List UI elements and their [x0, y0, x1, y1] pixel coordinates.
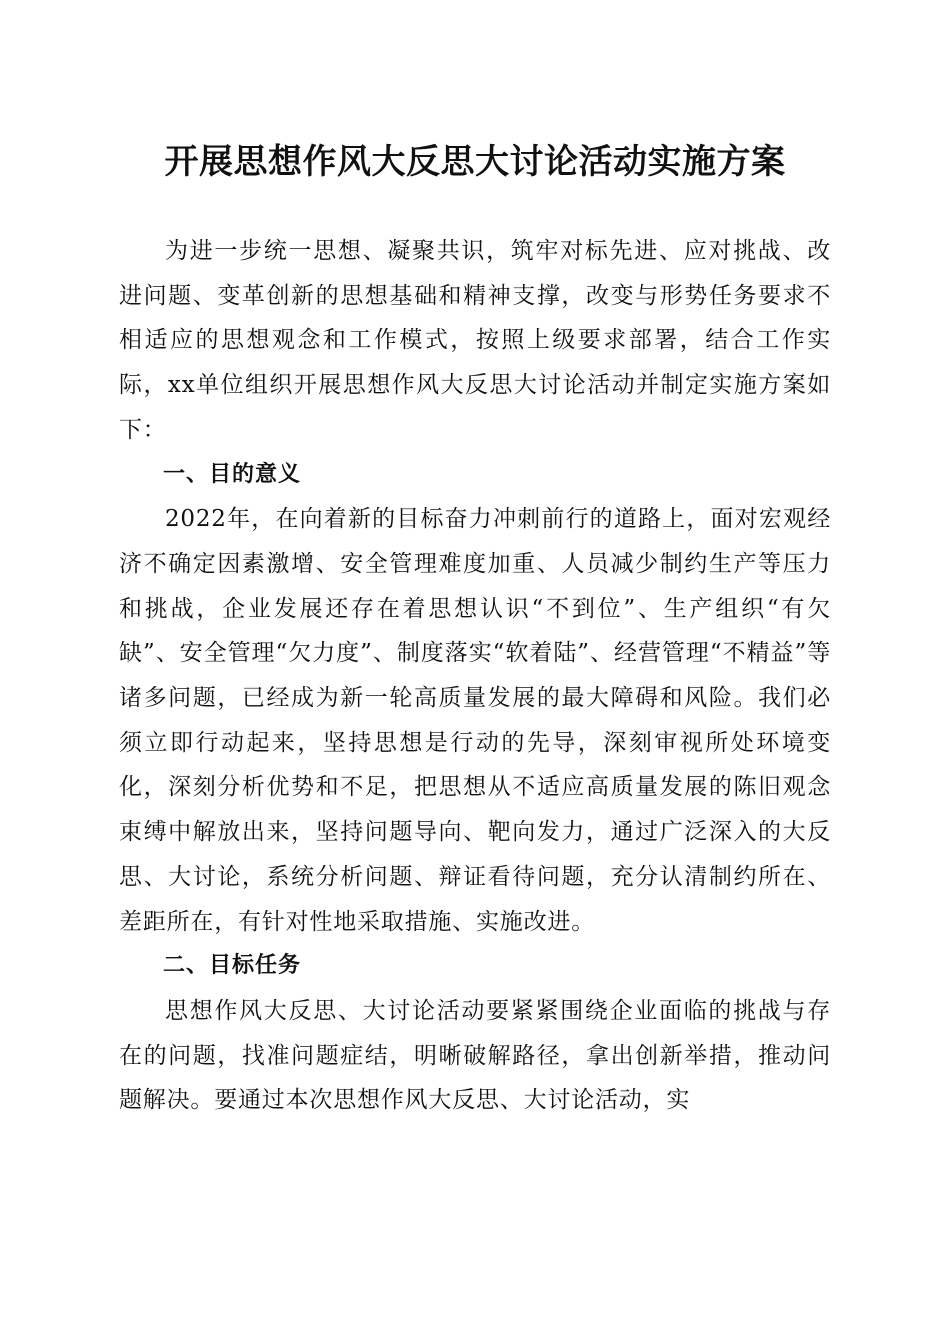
section-heading-goals: 二、目标任务	[163, 953, 302, 979]
section-paragraph-goals: 思想作风大反思、大讨论活动要紧紧围绕企业面临的挑战与存在的问题，找准问题症结，明晰破解路径，拿出创新举措，推动问题解决。要通过本次思想作风大反思、大讨论活动，实	[119, 997, 831, 1114]
section-paragraph-purpose: 2022年，在向着新的目标奋力冲刺前行的道路上，面对宏观经济不确定因素激增、安全管理难度加重、人员减少制约生产等压力和挑战，企业发展还存在着思想认识“不到位”、生产组织“有欠缺”、安全管理“欠力度”、制度落实“软着陆”、经营管理“不精益”等诸多问题，已经成为新一轮高质量发展的最大障碍和风险。我们必须立即行动起来，坚持思想是行动的先导，深刻审视所处环境变化，深刻分析优势和不足，把思想从不适应高质量发展的陈旧观念束缚中解放出来，坚持问题导向、靶向发力，通过广泛深入的大反思、大讨论，系统分析问题、辩证看待问题，充分认清制约所在、差距所在，有针对性地采取措施、实施改进。	[119, 506, 831, 935]
section-heading-purpose: 一、目的意义	[163, 461, 302, 487]
document-title: 开展思想作风大反思大讨论活动实施方案	[164, 142, 786, 182]
intro-paragraph: 为进一步统一思想、凝聚共识，筑牢对标先进、应对挑战、改进问题、变革创新的思想基础和精神支撑，改变与形势任务要求不相适应的思想观念和工作模式，按照上级要求部署，结合工作实际，xx单位组织开展思想作风大反思大讨论活动并制定实施方案如下：	[119, 238, 831, 443]
document-body	[119, 229, 831, 1123]
